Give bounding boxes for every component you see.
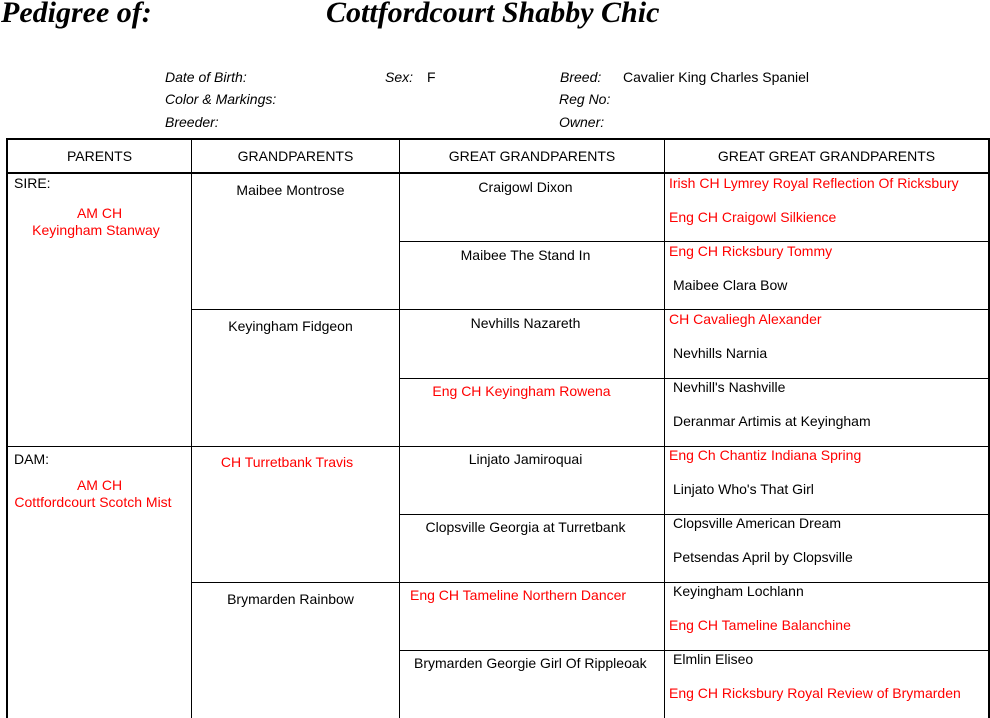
table-top-border xyxy=(6,138,990,140)
great-grandparent-8: Brymarden Georgie Girl Of Rippleoak xyxy=(414,655,647,671)
ggg-2: Eng CH Craigowl Silkience xyxy=(669,209,837,225)
ggg-1: Irish CH Lymrey Royal Reflection Of Ricksbury xyxy=(669,175,959,191)
header-divider xyxy=(6,172,990,174)
column-header-parents: PARENTS xyxy=(66,148,133,164)
sire-name: Keyingham Stanway xyxy=(32,222,160,238)
row-divider xyxy=(399,241,990,242)
column-header-great-great-grandparents: GREAT GREAT GRANDPARENTS xyxy=(717,148,936,164)
column-divider xyxy=(664,138,665,718)
grandparent-3: CH Turretbank Travis xyxy=(220,454,354,470)
breed-value: Cavalier King Charles Spaniel xyxy=(623,69,809,85)
ggg-7: Nevhill's Nashville xyxy=(673,379,786,395)
reg-no-label: Reg No: xyxy=(559,91,611,107)
ggg-5: CH Cavaliegh Alexander xyxy=(669,311,822,327)
dob-label: Date of Birth: xyxy=(165,69,247,85)
ggg-10: Linjato Who's That Girl xyxy=(673,481,814,497)
ggg-14: Eng CH Tameline Balanchine xyxy=(669,617,851,633)
column-divider xyxy=(399,138,400,718)
breeder-label: Breeder: xyxy=(165,114,219,130)
owner-label: Owner: xyxy=(559,114,605,130)
sex-label: Sex: xyxy=(385,69,414,85)
ggg-4: Maibee Clara Bow xyxy=(673,277,788,293)
great-grandparent-5: Linjato Jamiroquai xyxy=(468,451,583,467)
sex-value: F xyxy=(427,69,436,85)
color-markings-label: Color & Markings: xyxy=(165,91,277,107)
great-grandparent-4: Eng CH Keyingham Rowena xyxy=(432,383,611,399)
ggg-8: Deranmar Artimis at Keyingham xyxy=(673,413,871,429)
great-grandparent-7: Eng CH Tameline Northern Dancer xyxy=(410,587,627,603)
grandparent-4: Brymarden Rainbow xyxy=(227,591,354,607)
dam-name: Cottfordcourt Scotch Mist xyxy=(14,494,172,510)
grandparent-1: Maibee Montrose xyxy=(236,182,345,198)
row-divider xyxy=(191,309,990,310)
column-header-great-grandparents: GREAT GRANDPARENTS xyxy=(448,148,616,164)
dog-name-title: Cottfordcourt Shabby Chic xyxy=(326,0,660,29)
ggg-11: Clopsville American Dream xyxy=(673,515,842,531)
dam-label: DAM: xyxy=(14,451,49,467)
breed-label: Breed: xyxy=(560,69,602,85)
great-grandparent-1: Craigowl Dixon xyxy=(478,179,573,195)
ggg-9: Eng Ch Chantiz Indiana Spring xyxy=(669,447,862,463)
dam-title: AM CH xyxy=(76,477,123,493)
column-header-grandparents: GRANDPARENTS xyxy=(237,148,354,164)
pedigree-label: Pedigree of: xyxy=(1,0,152,29)
ggg-3: Eng CH Ricksbury Tommy xyxy=(669,243,833,259)
row-divider xyxy=(191,582,990,583)
sire-label: SIRE: xyxy=(14,175,51,191)
great-grandparent-6: Clopsville Georgia at Turretbank xyxy=(425,519,626,535)
sire-title: AM CH xyxy=(76,205,123,221)
ggg-12: Petsendas April by Clopsville xyxy=(673,549,853,565)
ggg-16: Eng CH Ricksbury Royal Review of Brymarden xyxy=(669,685,961,701)
great-grandparent-2: Maibee The Stand In xyxy=(460,247,591,263)
column-divider xyxy=(191,138,192,718)
great-grandparent-3: Nevhills Nazareth xyxy=(470,315,581,331)
ggg-13: Keyingham Lochlann xyxy=(673,583,804,599)
grandparent-2: Keyingham Fidgeon xyxy=(228,318,353,334)
ggg-6: Nevhills Narnia xyxy=(673,345,768,361)
ggg-15: Elmlin Eliseo xyxy=(673,651,754,667)
